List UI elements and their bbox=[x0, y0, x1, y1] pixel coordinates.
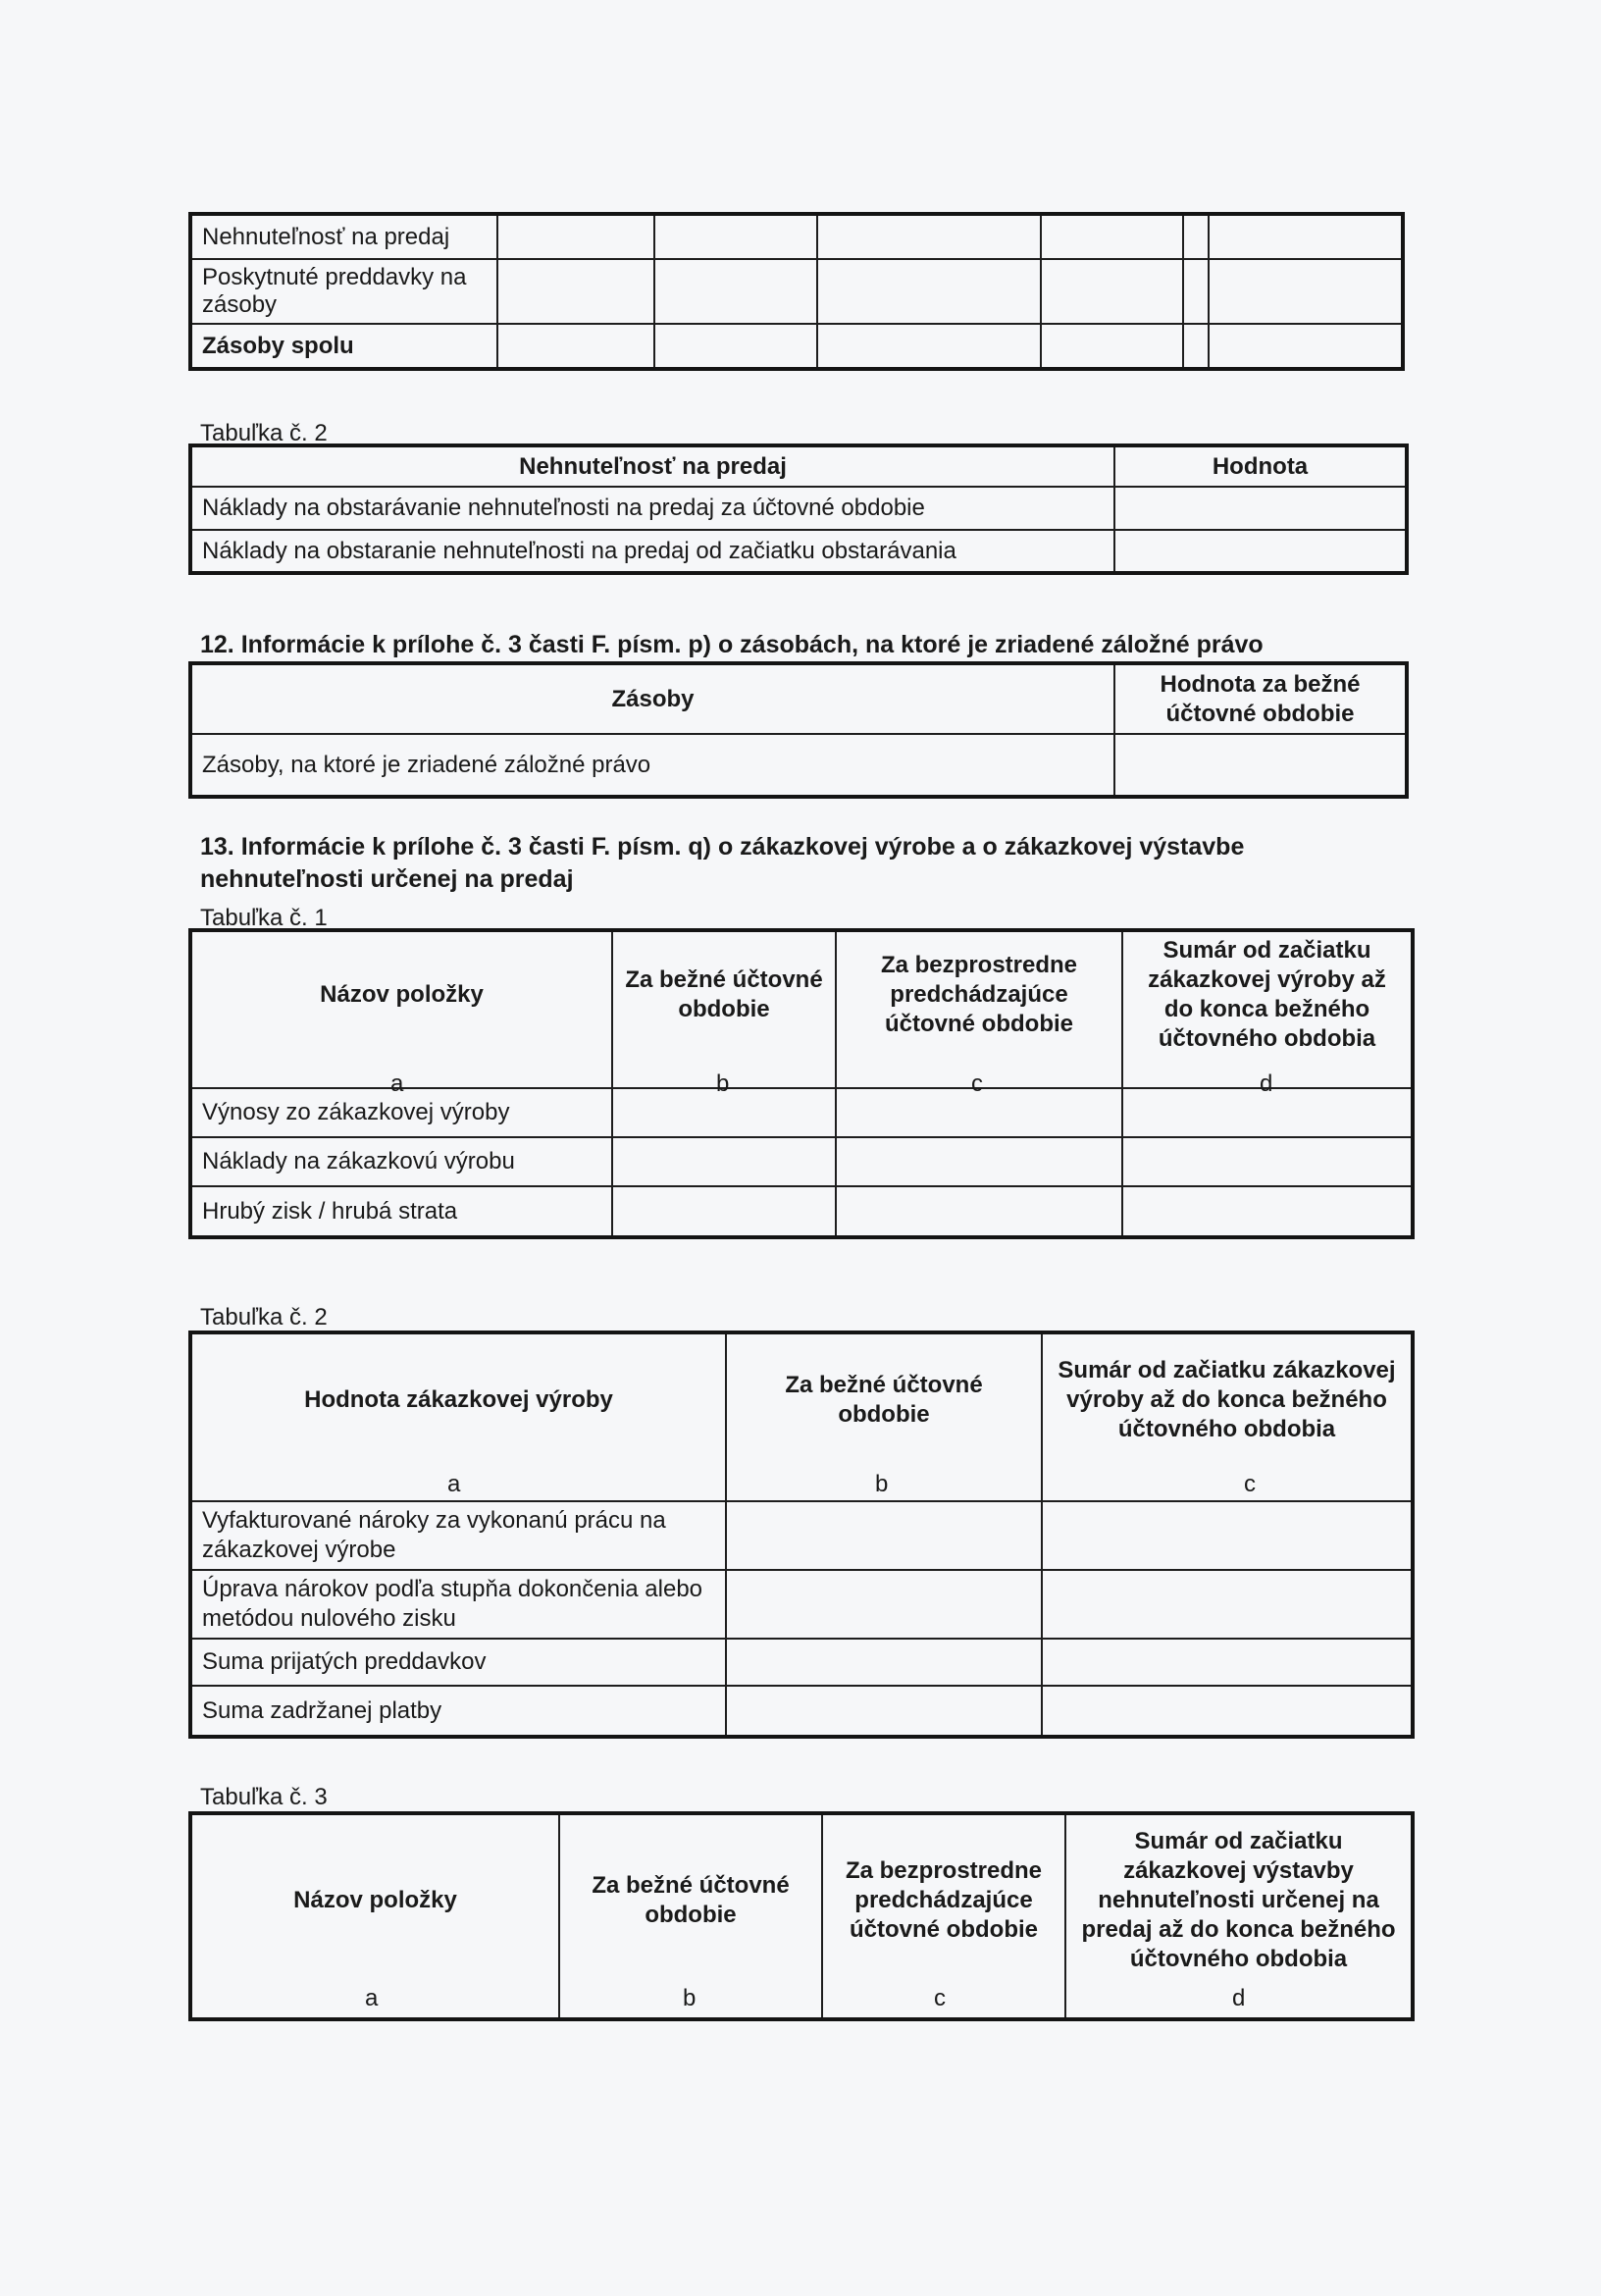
column-letter: b bbox=[716, 1070, 730, 1097]
row-label: Úprava nárokov podľa stupňa dokončenia alebo metódou nulového zisku bbox=[190, 1570, 726, 1639]
column-header: Sumár od začiatku zákazkovej výroby až do konca bežného účtovného obdobia bbox=[1122, 930, 1413, 1088]
column-letter: b bbox=[875, 1471, 889, 1497]
row-label: Náklady na zákazkovú výrobu bbox=[190, 1137, 612, 1186]
table-row bbox=[190, 1570, 1413, 1639]
column-header: Zásoby bbox=[190, 663, 1114, 734]
table-row bbox=[190, 324, 1403, 369]
column-header: Hodnota zákazkovej výroby bbox=[190, 1332, 726, 1501]
row-label: Hrubý zisk / hrubá strata bbox=[190, 1186, 612, 1237]
contract-production-table-1 bbox=[188, 928, 1415, 1239]
column-letter: d bbox=[1232, 1985, 1246, 2011]
table-row bbox=[190, 734, 1407, 797]
table-row bbox=[190, 530, 1407, 573]
row-label: Suma prijatých preddavkov bbox=[190, 1639, 726, 1686]
table-row bbox=[190, 1639, 1413, 1686]
column-letter: a bbox=[390, 1070, 404, 1097]
pledged-inventory-table bbox=[188, 661, 1409, 799]
row-label: Náklady na obstaranie nehnuteľnosti na predaj od začiatku obstarávania bbox=[190, 530, 1114, 573]
table-row bbox=[190, 259, 1403, 324]
column-header: Sumár od začiatku zákazkovej výroby až do konca bežného účtovného obdobia bbox=[1042, 1332, 1413, 1501]
table-row bbox=[190, 1686, 1413, 1737]
column-letter: a bbox=[447, 1471, 461, 1497]
column-letter: d bbox=[1260, 1070, 1273, 1097]
table-row bbox=[190, 1137, 1413, 1186]
column-header: Názov položky bbox=[190, 930, 612, 1088]
column-header: Za bežné účtovné obdobie bbox=[726, 1332, 1042, 1501]
column-header: Za bezprostredne predchádzajúce účtovné obdobie bbox=[822, 1813, 1065, 2019]
table-row bbox=[190, 487, 1407, 530]
row-label: Nehnuteľnosť na predaj bbox=[190, 214, 497, 259]
table-row bbox=[190, 1186, 1413, 1237]
row-label: Zásoby, na ktoré je zriadené záložné právo bbox=[190, 734, 1114, 797]
table-header-row bbox=[190, 930, 1413, 1088]
section-12-heading: 12. Informácie k prílohe č. 3 časti F. písm. p) o zásobách, na ktoré je zriadené záložné právo bbox=[200, 631, 1264, 658]
row-label: Poskytnuté preddavky na zásoby bbox=[190, 259, 497, 324]
table-row bbox=[190, 214, 1403, 259]
column-header: Za bežné účtovné obdobie bbox=[559, 1813, 822, 2019]
table-row bbox=[190, 1088, 1413, 1137]
table-header-row bbox=[190, 663, 1407, 734]
column-header: Sumár od začiatku zákazkovej výstavby nehnuteľnosti určenej na predaj až do konca bežného účtovného obdobia bbox=[1065, 1813, 1413, 2019]
column-letter: a bbox=[365, 1985, 379, 2011]
table-caption: Tabuľka č. 3 bbox=[200, 1784, 328, 1810]
column-header: Za bežné účtovné obdobie bbox=[612, 930, 836, 1088]
column-letter: c bbox=[971, 1070, 983, 1097]
table-caption: Tabuľka č. 1 bbox=[200, 905, 328, 931]
inventory-table bbox=[188, 212, 1405, 371]
contract-production-table-2 bbox=[188, 1331, 1415, 1739]
column-header: Názov položky bbox=[190, 1813, 559, 2019]
table-header-row bbox=[190, 1332, 1413, 1501]
property-for-sale-table bbox=[188, 444, 1409, 575]
table-row bbox=[190, 1501, 1413, 1570]
column-header: Hodnota za bežné účtovné obdobie bbox=[1114, 663, 1407, 734]
column-header: Nehnuteľnosť na predaj bbox=[190, 445, 1114, 487]
row-label: Vyfakturované nároky za vykonanú prácu na zákazkovej výrobe bbox=[190, 1501, 726, 1570]
column-letter: c bbox=[934, 1985, 946, 2011]
column-letter: b bbox=[683, 1985, 697, 2011]
row-label: Náklady na obstarávanie nehnuteľnosti na predaj za účtovné obdobie bbox=[190, 487, 1114, 530]
row-label: Výnosy zo zákazkovej výroby bbox=[190, 1088, 612, 1137]
table-header-row bbox=[190, 445, 1407, 487]
column-header: Hodnota bbox=[1114, 445, 1407, 487]
column-letter: c bbox=[1244, 1471, 1256, 1497]
section-13-heading: 13. Informácie k prílohe č. 3 časti F. písm. q) o zákazkovej výrobe a o zákazkovej výstavbe nehnuteľnosti určenej na predaj bbox=[200, 833, 1245, 893]
row-label: Suma zadržanej platby bbox=[190, 1686, 726, 1737]
table-caption: Tabuľka č. 2 bbox=[200, 1304, 328, 1331]
row-label-total: Zásoby spolu bbox=[190, 324, 497, 369]
column-header: Za bezprostredne predchádzajúce účtovné obdobie bbox=[836, 930, 1122, 1088]
table-caption: Tabuľka č. 2 bbox=[200, 420, 328, 446]
